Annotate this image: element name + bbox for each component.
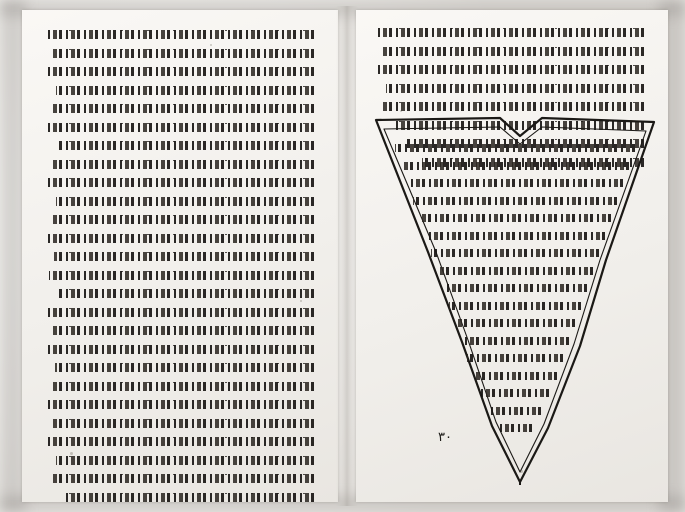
manuscript-line <box>50 474 314 483</box>
manuscript-line <box>54 252 314 261</box>
colophon-seal-mark: ٣٠ <box>438 430 452 445</box>
manuscript-line <box>48 308 314 317</box>
colophon-funnel <box>370 110 660 485</box>
manuscript-line <box>53 419 314 428</box>
manuscript-line <box>47 400 314 409</box>
manuscript-line <box>57 289 314 298</box>
manuscript-line <box>50 104 314 113</box>
manuscript-line <box>48 178 314 187</box>
manuscript-line <box>378 65 644 74</box>
manuscript-line <box>50 215 314 224</box>
manuscript-line <box>56 86 314 95</box>
manuscript-line <box>46 234 314 243</box>
manuscript-line <box>48 67 314 76</box>
manuscript-line <box>50 382 314 391</box>
manuscript-line <box>46 30 314 39</box>
manuscript-line <box>48 437 314 446</box>
manuscript-line <box>52 49 314 58</box>
manuscript-line <box>55 363 314 372</box>
left-folio-textblock <box>46 30 314 511</box>
manuscript-line <box>382 47 644 56</box>
manuscript-line <box>59 141 314 150</box>
manuscript-line <box>56 197 314 206</box>
paper-speck <box>620 200 622 202</box>
paper-speck <box>300 300 302 302</box>
manuscript-line <box>49 271 314 280</box>
paper-speck <box>400 110 402 112</box>
paper-speck <box>210 44 212 46</box>
paper-speck <box>520 470 523 473</box>
book-gutter <box>336 6 358 506</box>
manuscript-line <box>378 28 644 37</box>
manuscript-line <box>46 123 314 132</box>
manuscript-line <box>386 84 644 93</box>
paper-speck <box>70 452 73 455</box>
manuscript-line <box>56 456 314 465</box>
manuscript-line <box>52 326 314 335</box>
manuscript-line <box>46 345 314 354</box>
manuscript-line <box>62 493 314 502</box>
manuscript-line <box>52 160 314 169</box>
